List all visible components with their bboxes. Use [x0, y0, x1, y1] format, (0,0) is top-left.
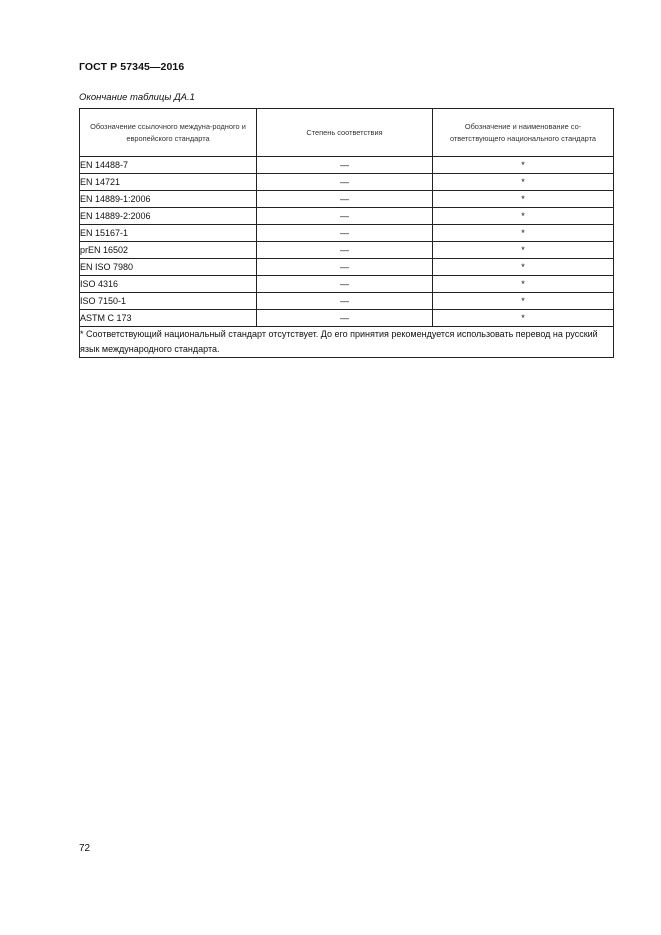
table-row: [80, 242, 614, 259]
table-row: [80, 225, 614, 242]
cell-designation: EN 14721: [80, 174, 257, 191]
cell-designation: EN 14488-7: [80, 157, 257, 174]
column-header-degree: Степень соответствия: [257, 109, 433, 157]
cell-degree: —: [257, 174, 433, 191]
cell-degree: —: [257, 225, 433, 242]
footnote-row: [80, 327, 614, 358]
cell-national: *: [433, 242, 614, 259]
cell-designation: ISO 7150-1: [80, 293, 257, 310]
column-header-designation: Обозначение ссылочного междуна-родного и европейского стандарта: [80, 109, 257, 157]
cell-degree: —: [257, 242, 433, 259]
cell-degree: —: [257, 259, 433, 276]
cell-national: *: [433, 259, 614, 276]
table-row: [80, 191, 614, 208]
cell-degree: —: [257, 310, 433, 327]
table-row: [80, 157, 614, 174]
table-row: [80, 208, 614, 225]
cell-designation: ASTM C 173: [80, 310, 257, 327]
cell-national: *: [433, 191, 614, 208]
table-row: [80, 276, 614, 293]
cell-designation: prEN 16502: [80, 242, 257, 259]
cell-national: *: [433, 293, 614, 310]
table-row: [80, 293, 614, 310]
cell-designation: EN 14889-1:2006: [80, 191, 257, 208]
cell-designation: EN ISO 7980: [80, 259, 257, 276]
cell-national: *: [433, 174, 614, 191]
cell-national: *: [433, 225, 614, 242]
table-row: [80, 310, 614, 327]
table-header-row: [80, 109, 614, 157]
cell-degree: —: [257, 157, 433, 174]
table-row: [80, 174, 614, 191]
cell-designation: ISO 4316: [80, 276, 257, 293]
table-footnote: * Соответствующий национальный стандарт отсутствует. До его принятия рекомендуется использовать перевод на русский язык международного стандарта.: [80, 327, 614, 358]
cell-national: *: [433, 157, 614, 174]
table-caption: Окончание таблицы ДА.1: [79, 92, 195, 103]
reference-standards-table: [79, 108, 614, 358]
cell-national: *: [433, 276, 614, 293]
page-number: 72: [79, 843, 91, 854]
cell-degree: —: [257, 276, 433, 293]
cell-designation: EN 15167-1: [80, 225, 257, 242]
cell-designation: EN 14889-2:2006: [80, 208, 257, 225]
cell-degree: —: [257, 208, 433, 225]
cell-degree: —: [257, 293, 433, 310]
cell-national: *: [433, 208, 614, 225]
cell-degree: —: [257, 191, 433, 208]
cell-national: *: [433, 310, 614, 327]
column-header-national: Обозначение и наименование со-ответствующего национального стандарта: [433, 109, 614, 157]
document-code: ГОСТ Р 57345—2016: [79, 61, 185, 73]
table-row: [80, 259, 614, 276]
